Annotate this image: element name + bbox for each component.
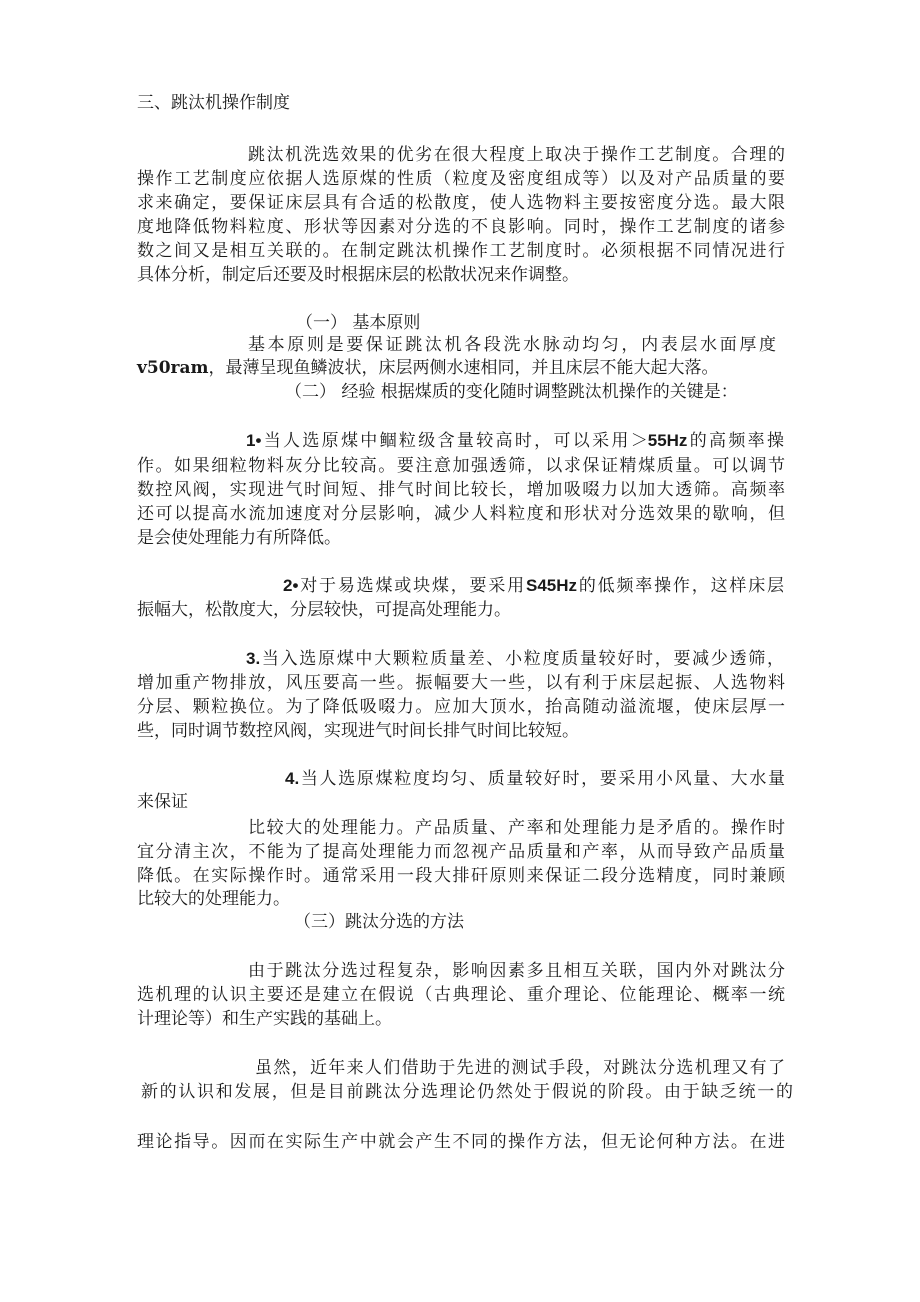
para-c-line-1: 理论指导。因而在实际生产中就会产生不同的操作方法，但无论何种方法。在进: [137, 1132, 785, 1152]
subheading-methods: （三）跳汰分选的方法: [294, 912, 464, 932]
principle-line-1: 基本原则是要保证跳汰机各段洗水脉动均匀，内表层水面厚度: [248, 335, 776, 355]
principle-line-2: [137, 357, 719, 379]
subheading-basic-principles: （一） 基本原则: [296, 313, 421, 333]
intro-line-2: 操作工艺制度应依据人选原煤的性质（粒度及密度组成等）以及对产品质量的要: [137, 169, 785, 189]
item-3-line-4: 些，同时调节数控风阀，实现进气时间长排气时间比较短。: [137, 721, 579, 741]
item-4-line-6: 比较大的处理能力。: [137, 889, 290, 909]
thickness-value: v50ram: [137, 358, 209, 378]
item-4-line-4: 宜分清主次，不能为了提高处理能力而忽视产品质量和产率，从而导致产品质量: [137, 842, 785, 862]
item-1-line-3: 数控风阀，实现进气时间短、排气时间比较长，增加吸啜力以加大透筛。高频率: [137, 480, 785, 500]
item-2-line-2: 振幅大，松散度大，分层较快，可提高处理能力。: [137, 600, 511, 620]
item-4-line-5: 降低。在实际操作时。通常采用一段大排矸原则来保证二段分选精度，同时兼顾: [137, 866, 785, 886]
item-1-text-a: 当人选原煤中鲴粒级含量较高时，可以采用＞: [261, 431, 648, 451]
item-3-line-2: 增加重产物排放，风压要高一些。振幅要大一些，以有利于床层起振、人选物料: [137, 673, 785, 693]
para-a-line-3: 计理论等）和生产实践的基础上。: [137, 1009, 392, 1029]
intro-line-3: 求来确定，要保证床层具有合适的松散度，使人选物料主要按密度分选。最大限: [137, 193, 785, 213]
intro-line-6: 具体分析，制定后还要及时根据床层的松散状况来作调整。: [137, 265, 579, 285]
item-2-line-1: [283, 575, 784, 597]
item-2-number: 2•: [283, 576, 299, 595]
item-4-line-2: 来保证: [137, 792, 188, 812]
intro-line-1: 跳汰机洗选效果的优劣在很大程度上取决于操作工艺制度。合理的: [248, 145, 785, 165]
item-1-line-5: 是会使处理能力有所降低。: [137, 528, 341, 548]
item-1-text-c: 的高频率操: [687, 431, 785, 451]
item-4-text: 当人选原煤粒度均匀、质量较好时，要采用小风量、大水量: [299, 769, 785, 789]
item-2-frequency: S45Hz: [526, 576, 578, 595]
item-1-number: 1•: [246, 431, 262, 450]
item-1-frequency: 55Hz: [647, 431, 688, 450]
section-title: 三、跳汰机操作制度: [137, 93, 290, 113]
para-a-line-2: 选机理的认识主要还是建立在假说（古典理论、重介理论、位能理论、概率一统: [137, 985, 785, 1005]
para-a-line-1: 由于跳汰分选过程复杂，影响因素多且相互关联，国内外对跳汰分: [248, 961, 785, 981]
item-3-text: 当入选原煤中大颗粒质量差、小粒度质量较好时，要减少透筛，: [260, 649, 784, 669]
principle-line-2-text: ，最薄呈现鱼鳞波状，床层两侧水速相同，并且床层不能大起大落。: [208, 358, 719, 378]
item-4-number: 4.: [285, 769, 300, 788]
item-1-line-2: 作。如果细粒物料灰分比较高。要注意加强透筛，以求保证精煤质量。可以调节: [137, 456, 785, 476]
item-2-text-a: 对于易选煤或块煤，要采用: [298, 576, 527, 596]
item-1-line-4: 还可以提高水流加速度对分层影响，减少人料粒度和形状对分选效果的歇响，但: [137, 504, 785, 524]
item-3-line-1: [246, 648, 784, 670]
subheading-experience: （二） 经验 根据煤质的变化随时调整跳汰机操作的关键是：: [285, 382, 738, 402]
item-4-line-1: [285, 768, 785, 790]
item-2-text-c: 的低频率操作，这样床层: [577, 576, 785, 596]
item-4-line-3: 比较大的处理能力。产品质量、产率和处理能力是矛盾的。操作时: [248, 818, 785, 838]
item-3-number: 3.: [246, 649, 261, 668]
item-3-line-3: 分层、颗粒换位。为了降低吸啜力。应加大顶水，抬高随动溢流堰，使床层厚一: [137, 697, 785, 717]
intro-line-5: 数之间又是相互关联的。在制定跳汰机操作工艺制度时。必须根据不同情况进行: [137, 241, 785, 261]
para-b-line-1: 虽然，近年来人们借助于先进的测试手段，对跳汰分选机理又有了: [255, 1058, 785, 1078]
para-b-line-2: 新的认识和发展，但是目前跳汰分选理论仍然处于假说的阶段。由于缺乏统一的: [141, 1082, 793, 1102]
intro-line-4: 度地降低物料粒度、形状等因素对分选的不良影响。同时，操作工艺制度的诸参: [137, 217, 785, 237]
item-1-line-1: [246, 430, 784, 452]
